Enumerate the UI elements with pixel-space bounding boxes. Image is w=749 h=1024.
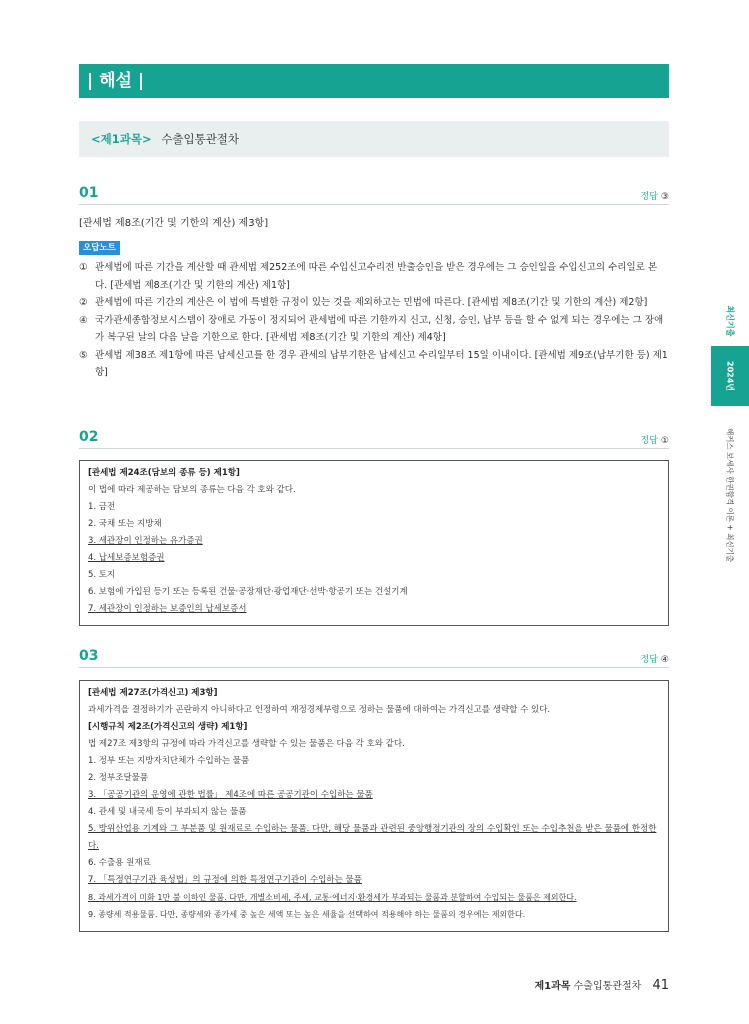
q1-explanation-list xyxy=(79,259,669,382)
subject-bar xyxy=(79,121,669,157)
box-line: 2. 국채 또는 지방채 xyxy=(88,519,162,529)
box-line: 과세가격을 결정하기가 곤란하지 아니하다고 인정하여 재정경제부령으로 정하는 물품에 대하여는 가격신고를 생략할 수 있다. xyxy=(88,705,551,715)
section-header: | 해설 | xyxy=(79,64,669,98)
question-number: 02 xyxy=(79,429,99,445)
question-header-02 xyxy=(79,430,669,449)
list-item: ① 관세법에 따른 기간을 계산할 때 관세법 제252조에 따른 수입신고수리전 반출승인을 받은 경우에는 그 승인일을 수입신고의 수리일로 본다. [관세법 제8조(기간 및 기한의 계산) 제1항] xyxy=(79,262,658,291)
box-title: [시행규칙 제2조(가격신고의 생략) 제1항] xyxy=(88,722,248,732)
q2-law-box xyxy=(79,460,669,626)
box-line: 1. 금전 xyxy=(88,502,116,512)
box-title: [관세법 제27조(가격신고) 제3항] xyxy=(88,688,218,698)
page-number: 41 xyxy=(652,978,669,993)
page-footer xyxy=(535,977,670,993)
q1-reference: [관세법 제8조(기간 및 기한의 계산) 제3항] xyxy=(79,218,269,229)
side-book-title: 해커스 보세사 한권합격 이론 + 최신기출 xyxy=(725,427,735,563)
side-tab-latest[interactable]: 최신기출 xyxy=(725,305,735,337)
list-item: ⑤ 관세법 제38조 제1항에 따른 납세신고를 한 경우 관세의 납부기한은 납세신고 수리일부터 15일 이내이다. [관세법 제9조(납부기한 등) 제1항] xyxy=(79,349,668,378)
question-number: 03 xyxy=(79,648,99,664)
box-line: 9. 종량세 적용물품. 다만, 종량세와 종가세 중 높은 세액 또는 높은 세율을 선택하여 적용해야 하는 물품의 경우에는 제외한다. xyxy=(88,910,526,919)
question-header-01 xyxy=(79,186,669,205)
box-line: 7. 세관장이 인정하는 보증인의 납세보증서 xyxy=(88,604,247,614)
subject-tag: <제1과목> xyxy=(91,132,152,146)
box-line: 3. 「공공기관의 운영에 관한 법률」 제4조에 따른 공공기관이 수입하는 물품 xyxy=(88,790,373,800)
q3-law-box xyxy=(79,680,669,932)
wrong-answer-badge: 오답노트 xyxy=(79,241,120,255)
answer-label: 정답 ③ xyxy=(640,192,669,202)
box-line: 6. 보험에 가입된 등기 또는 등록된 건물·공장재단·광업재단·선박·항공기 또는 건설기계 xyxy=(88,587,408,597)
box-line: 7. 「특정연구기관 육성법」의 규정에 의한 특정연구기관이 수입하는 물품 xyxy=(88,875,362,885)
subject-name: 수출입통관절차 xyxy=(161,132,240,146)
box-line: 4. 납세보증보험증권 xyxy=(88,553,165,563)
box-line: 이 법에 따라 제공하는 담보의 종류는 다음 각 호와 같다. xyxy=(88,485,296,495)
box-line: 6. 수출용 원재료 xyxy=(88,858,151,868)
box-line: 1. 정부 또는 지방자치단체가 수입하는 물품 xyxy=(88,756,250,766)
box-line: 2. 정부조달물품 xyxy=(88,773,149,783)
box-line: 5. 방위산업용 기계와 그 부분품 및 원재료로 수입하는 물품. 다만, 해당 물품과 관련된 중앙행정기관의 장의 수입확인 또는 수입추천을 받은 물품에 한정한다. xyxy=(88,824,657,851)
answer-label: 정답 ④ xyxy=(640,655,669,665)
box-line: 5. 토지 xyxy=(88,570,116,580)
list-item: ② 관세법에 따른 기간의 계산은 이 법에 특별한 규정이 있는 것을 제외하고는 민법에 따른다. [관세법 제8조(기간 및 기한의 계산) 제2항] xyxy=(79,297,648,308)
box-title: [관세법 제24조(담보의 종류 등) 제1항] xyxy=(88,468,240,478)
footer-name: 수출입통관절차 xyxy=(573,981,642,992)
list-item: ④ 국가관세종합정보시스템이 장애로 가동이 정지되어 관세법에 따른 기한까지 신고, 신청, 승인, 납부 등을 할 수 없게 되는 경우에는 그 장애가 복구된 날의 다음 날을 기한으로 한다. [관세법 제8조(기간 및 기한의 계산) 제4항] xyxy=(79,314,664,343)
footer-subject: 제1과목 xyxy=(534,981,571,992)
box-line: 법 제27조 제3항의 규정에 따라 가격신고를 생략할 수 있는 물품은 다음 각 호와 같다. xyxy=(88,739,405,749)
side-tab-year[interactable]: 2024년 xyxy=(711,346,749,406)
box-line: 8. 과세가격이 미화 1만 불 이하인 물품. 다만, 개별소비세, 주세, 교통·에너지·환경세가 부과되는 물품과 분할하여 수입되는 물품은 제외한다. xyxy=(88,893,577,902)
question-header-03 xyxy=(79,649,669,668)
box-line: 4. 관세 및 내국세 등이 부과되지 않는 물품 xyxy=(88,807,247,817)
answer-label: 정답 ① xyxy=(640,436,669,446)
question-number: 01 xyxy=(79,185,99,201)
box-line: 3. 세관장이 인정하는 유가증권 xyxy=(88,536,203,546)
